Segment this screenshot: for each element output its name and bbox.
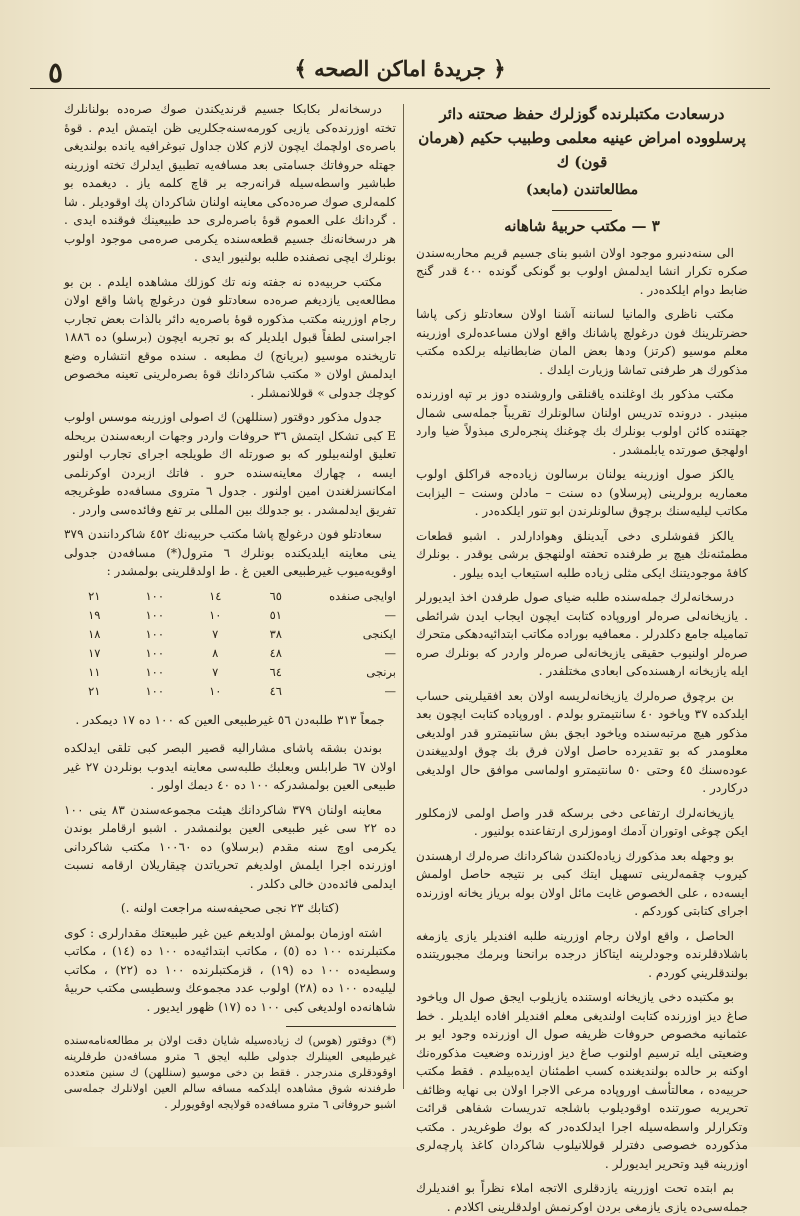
cell: ١٠٠ xyxy=(145,683,165,698)
cell: ١٠٠ xyxy=(145,607,165,622)
table-row xyxy=(64,606,396,625)
section-divider xyxy=(552,210,612,211)
page-header xyxy=(40,52,760,92)
cell: ٤٦ xyxy=(269,683,282,698)
column-divider xyxy=(403,104,404,1089)
section-title: ٣ — مكتب حربيهٔ شاهانه xyxy=(504,217,660,235)
cell: ٥١ xyxy=(269,607,282,622)
page-number: ٥ xyxy=(48,56,64,89)
paragraph: بوندن بشقه پاشای مشاراليه قصير البصر كبی تلقی ايدلكده اولان ٦٧ طرابلس وبعلبك طلبه‌سی معاينه ايدوب بونلردن ٢٧ غير طبيعی العين بولمشدركه ١٠٠ ده ٤٠ ديمك اولور . xyxy=(64,741,397,792)
paragraph: بن برچوق صره‌لرك يازيخانه‌لريسه اولان بعد افقيلرينی حساب ايلدكده ٣٧ وياخود ٤٠ سانتيمترو بولدم . اوروپاده كتابت ايچون بعد مذكور هيچ مرتبه‌سنده وياخود ابجق بش سانتيمترو قدر اولديغی معلومدر كه بو تقديرده حاصل اولان فرق بك چوق اولدييغندن عوده‌سنك ٤٥ وحتی ٥٠ سانتيمترو اولماسی موافق حال اولديغی دركاردر . xyxy=(416,688,748,795)
paragraph: بو مكتبده دخی يازيخانه اوستنده يازيلوب ايجق صول ال وياخود صاغ ديز اوزرنده كتابت اولنديغی معلم افنديلر افاده ايلديلر . خط عثمانيه مخصوص حروفات ظريفه صول ال اوزرنده وجود ايو بر وضعيتی ايله ترسيم اولنوب صاغ ديز اوزرنده وضعيت مذكوره‌نك اوكنه بر حالده بولنديغنده كسب اطمئنان ايده‌بيلدم . فقط مكتب حربيه‌ده ، معالتأسف اوروپاده مرعی الاجرا اولان بی نهايه وظائف تحريريه صورتنده اوقوديلوب باشلجه تدريسات شفاهی قرائت وتكرارلر واسطه‌سيله اجرا ايدلكده‌در كه بوك طوغريدر . مكتب مذكورده خصوصی دفترلر قوللانيلوب شاكردان كاغذ پارچه‌لری اوزرينه قيد وتحرير ايديورلر . xyxy=(416,990,748,1171)
row-label: — xyxy=(384,683,396,698)
cell: ٤٨ xyxy=(269,645,282,660)
table-row xyxy=(64,587,396,606)
cell: ١٧ xyxy=(88,645,101,660)
paragraph: سعادتلو فون درغولچ پاشا مكتب حربيه‌نك ٤٥٢ شاكردانندن ٣٧٩ ينی معاينه ايلديكنده بونلرك ٦ مترول(*) مسافه‌دن جدولی اوقويه‌ميوب غيرطبيعی العين غ . ط اولدقلرينی بولمشدر : xyxy=(64,527,396,578)
paragraph: معاينه اولنان ٣٧٩ شاكردانك هيئت مجموعه‌سندن ٨٣ ينی ١٠٠ ده ٢٢ سی غير طبيعی العين بولنمشدر . اشبو ارقاملر بوندن يكرمی اوچ سنه مقدم (برسلاو) ده ١٠٠٦٠ مكتب شاكردانی اوزرنده اجرا ايلمش اولديغم تحرياتدن چيقاريلان ارقامه نسبت ايدلمی فائده‌دن خالی دكلدر . xyxy=(64,802,396,891)
paragraph-reference: (كتابك ٢٣ نجی صحيفه‌سنه مراجعت اولنه .) xyxy=(120,901,340,915)
paragraph: الی سنه‌دنبرو موجود اولان اشبو بنای جسيم قريم محاربه‌سندن صكره تكرار انشا ايدلمش اولوب بو گونكی گونده ٤٠٠ قدر گنج ضابط دوام ايلكده‌در . xyxy=(416,245,748,297)
cell: ١٠٠ xyxy=(145,645,165,660)
row-label: — xyxy=(384,645,396,660)
row-label: ايكنجی xyxy=(362,626,396,641)
article-heading: درسعادت مكتبلرنده گوزلرك حفظ صحتنه دائر پرسلووده امراض عينيه معلمی وطبيب حكيم (هرمان قون) ك xyxy=(418,105,746,171)
paragraph: مكتب ناظری والمانيا لساننه آشنا اولان سعادتلو زكی پاشا حضرتلرينك فون درغولچ پاشانك واقع اولان مساعده‌لری اوزرينه معلم موسيو (كرتز) ودها بعض المان ضابطانيله برلكده مكتب مذكورك هر طرفنی تماشا وزيارت ايلدك . xyxy=(416,307,748,377)
cell: ٦٥ xyxy=(269,588,282,603)
statistics-table xyxy=(64,587,396,701)
row-label: برنجی xyxy=(366,664,396,679)
table-row xyxy=(64,644,396,663)
paragraph: درسخانه‌لرك جمله‌سنده طلبه ضيای صول طرفدن اخذ ايديورلر . يازيخانه‌لی صره‌لر اوروپاده كتابت ايچون ايجاب ايدن شرائطی تماميله جامع دكلدرلر . معمافيه بوراده مكاتب ابتدائيه‌دهكی متحرك صره‌لر اولنيوب حقيقی يازيخانه‌لی صره‌لر واردر كه بونلرك صره ايله يازيخانه ارهسنده‌كی ابعادی مختلفدر . xyxy=(416,590,748,678)
cell: ٦٤ xyxy=(269,664,282,679)
cell: ٢١ xyxy=(88,588,101,603)
cell: ١٠ xyxy=(209,683,222,698)
paragraph: بو وجهله بعد مذكورك زياده‌لكندن شاكردانك صره‌لرك ارهسندن كيروب چقمه‌لرينی تسهيل ايتك كبی بر نتيجه حاصل اولمش ايسه‌ده ، على الخصوص غايت مائل اولان بوله برياز يخانه اوزرنده اجرای كتابتی كوردكم . xyxy=(416,848,748,918)
footnote: (*) دوقتور (هوس) ك زياده‌سيله شايان دقت اولان بر مطالعه‌نامه‌سنده غيرطبيعی العينلرك جدولی طلبه ايجق ٦ مترو مسافه‌دن طرفلرينه اوقودقلری مندرجدر . فقط بن دخی موسيو (سنللهن) ك سنين متعدده طرفندنه شوق مشاهده ايلدكمه مسافه سالم العين اولانلرك جمله‌سی اشبو حروفاتی ٦ مترو مسافه‌ده قولايجه اوقويورلر . xyxy=(64,1034,396,1111)
cell: ١٨ xyxy=(88,626,101,641)
left-column xyxy=(64,100,396,1110)
cell: ١٠٠ xyxy=(145,626,165,641)
article-subheading: مطالعاتندن (مابعد) xyxy=(525,182,639,198)
journal-title: ﴿ جريدهٔ اماكن الصحه ﴾ xyxy=(294,56,506,81)
row-label: — xyxy=(384,607,396,622)
table-row xyxy=(64,663,396,682)
cell: ١١ xyxy=(88,664,101,679)
paragraph: اشته اوزمان بولمش اولديغم عين غير طبيعتك مقدارلری : كوی مكتبلرنده ١٠٠ ده (٥) ، مكاتب ابتدائيه‌ده ١٠٠ ده (١٤) ، مكاتب وسطيه‌ده ١٠٠ ده (١٩) ، قزمكتبلرنده ١٠٠ ده (٢٢) ، مكاتب ليليه‌ده ١٠٠ ده (٢٨) اولوب عدد مجموعك وسطيسی مكتب حربيهٔ شاهانه‌ده اولديغی كبی ١٠٠ ده (١٧) ظهور ايديور . xyxy=(64,925,396,1014)
cell: ٣٨ xyxy=(269,626,282,641)
header-rule xyxy=(30,88,770,89)
row-label: اوايجی صنفده xyxy=(329,588,396,603)
cell: ١٠٠ xyxy=(145,664,165,679)
paragraph: يازيخانه‌لرك ارتفاعی دخی برسكه قدر واصل اولمی لازمكلور ايكن چوغی اوتوران آدمك اوموزلری ارتفاعنده بولنيور . xyxy=(416,805,748,838)
cell: ١٠ xyxy=(209,607,222,622)
paragraph: جدول مذكور دوقتور (سنللهن) ك اصولی اوزرينه موسس اولوب E كبی تشكل ايتمش ٣٦ حروفات واردر وجهات اربعه‌سندن بريحله تعليق اولنه‌بيلور كه بو صورتله اك طويلجه اجرای تجارب اولنور ايسه ، چهارك معاينه‌سنده حرو . فاتك ازبردن اوكرنلمی امكانسزلغندن امين اولنور . جدول ٦ متروى مسافه‌ده طوغريجه تفريق ايدلمشدر . بو جدولك بين المللی بر تفع وفائده‌سی واردر . xyxy=(64,410,396,517)
paragraph: درسخانه‌لر بكابكا جسيم قرنديكندن صوك صره‌ده بولنانلرك تخته اوزرنده‌كی يازيی كورمه‌سنه‌جكلريی ظن ايتمش ايدم . قوهٔ باصره‌ی اولچمك ايچون لازم كلان جداول تبوغرافيه يانده بولنديغی جهتله حروفاتك جسامتی بعد مسافه‌يه تطبيق ايدلرك تخته اوزرينه طباشير واسطه‌سيله قرانه‌رجه بر قاچ كلمه ياز . ديغمده بو كلمه‌لری صوك صره‌ده‌كی معاينه اولنان شاكردان پك اوقوديلر . شا . گردانك على العموم قوهٔ باصره‌لری حد طبيعينك فوقنده ايدی . هر درسخانه‌نك جسيم قطعه‌سنده يكرمی صره‌می موجود اولوب بونلرك ايچی نصفنده طلبه بولنيور ايدی . xyxy=(64,102,396,264)
paragraph: يالكز صول اوزرينه يولنان برسالون زياده‌جه قراكلق اولوب معماريه برولرينی (پرسلاو) ده سنت – مادلن وسنت – اليزابت مكاتب ليليه‌سنك برچوق سالونلرندن ابو تنور ايلكده‌در . xyxy=(416,467,748,518)
cell: ٢١ xyxy=(88,683,101,698)
cell: ١٠٠ xyxy=(145,588,165,603)
cell: ١٤ xyxy=(209,588,222,603)
table-row xyxy=(64,625,396,644)
footnote-rule xyxy=(286,1026,396,1027)
cell: ١٩ xyxy=(88,607,101,622)
table-row xyxy=(64,682,396,701)
cell: ٧ xyxy=(212,664,219,679)
paragraph: بم ابتده تحت اوزرينه يازدقلری الاتجه املاء نظراً بو افنديلرك جمله‌سی‌ده يازی يازمغی بردن اوكرنمش اولدقلرينی اكلادم . xyxy=(416,1181,748,1214)
cell: ٨ xyxy=(212,645,219,660)
cell: ٧ xyxy=(212,626,219,641)
paragraph: الحاصل ، واقع اولان رجام اوزرينه طلبه افنديلر يازی يازمغه باشلادقلرنده وجودلرينه ايتاكاز درجده برانحنا وبرمك مجبوريتنده بولندقلريني كوردم . xyxy=(416,928,748,980)
paragraph: مكتب حربيه‌ده نه جفته ونه تك كوزلك مشاهده ايلدم . بن بو مطالعه‌يی يازديغم صره‌ده سعادتلو فون درغولچ پاشا واقع اولان رجام اوزرينه مكتب مذكوره قوهٔ باصره‌يه دائر بالذات بعض تجارب اجراسنی لطفاً قبول ايلديلر كه بو تجربه ايچون (برسلو) ده ١٨٨٦ تاريخنده موسيو (بريانج) ك مطبعه . سنده موقع انتشاره وضع ايدلمش اولان « مكتب شاكردانك قوهٔ بصره‌لرينی تعينه مخصوص كوچك جدولی » قوللانمشلر . xyxy=(64,274,396,400)
table-total: جمعاً ٣١٣ طلبه‌دن ٥٦ غيرطبيعی العين كه ١٠٠ ده ١٧ ديمكدر . xyxy=(75,712,385,727)
paragraph: يالكز قفوشلری دخی آيدينلق وهوادارلدر . اشبو قطعات مطمئنه‌نك هيچ بر طرفنده تحفته اولنهجق برشی يوقدر . بونلرك كافهٔ موجوديتنك ايكی مثلی زياده طلبه استيعاب ايده بيلور . xyxy=(416,528,748,580)
paragraph: مكتب مذكور بك اوغلنده ياقنلقی واروشنده دوز بر تپه اوزرنده مبنيدر . درونده تدريس اولنان سالونلرك تقريباً جمله‌سی شمال جهتنده كائن اولوب بونلرك بك چوغنك پنجره‌لری مبذولاً ضيا وارد اولهجق صورتده يابلمشدر . xyxy=(416,387,748,457)
right-column xyxy=(416,100,748,1214)
